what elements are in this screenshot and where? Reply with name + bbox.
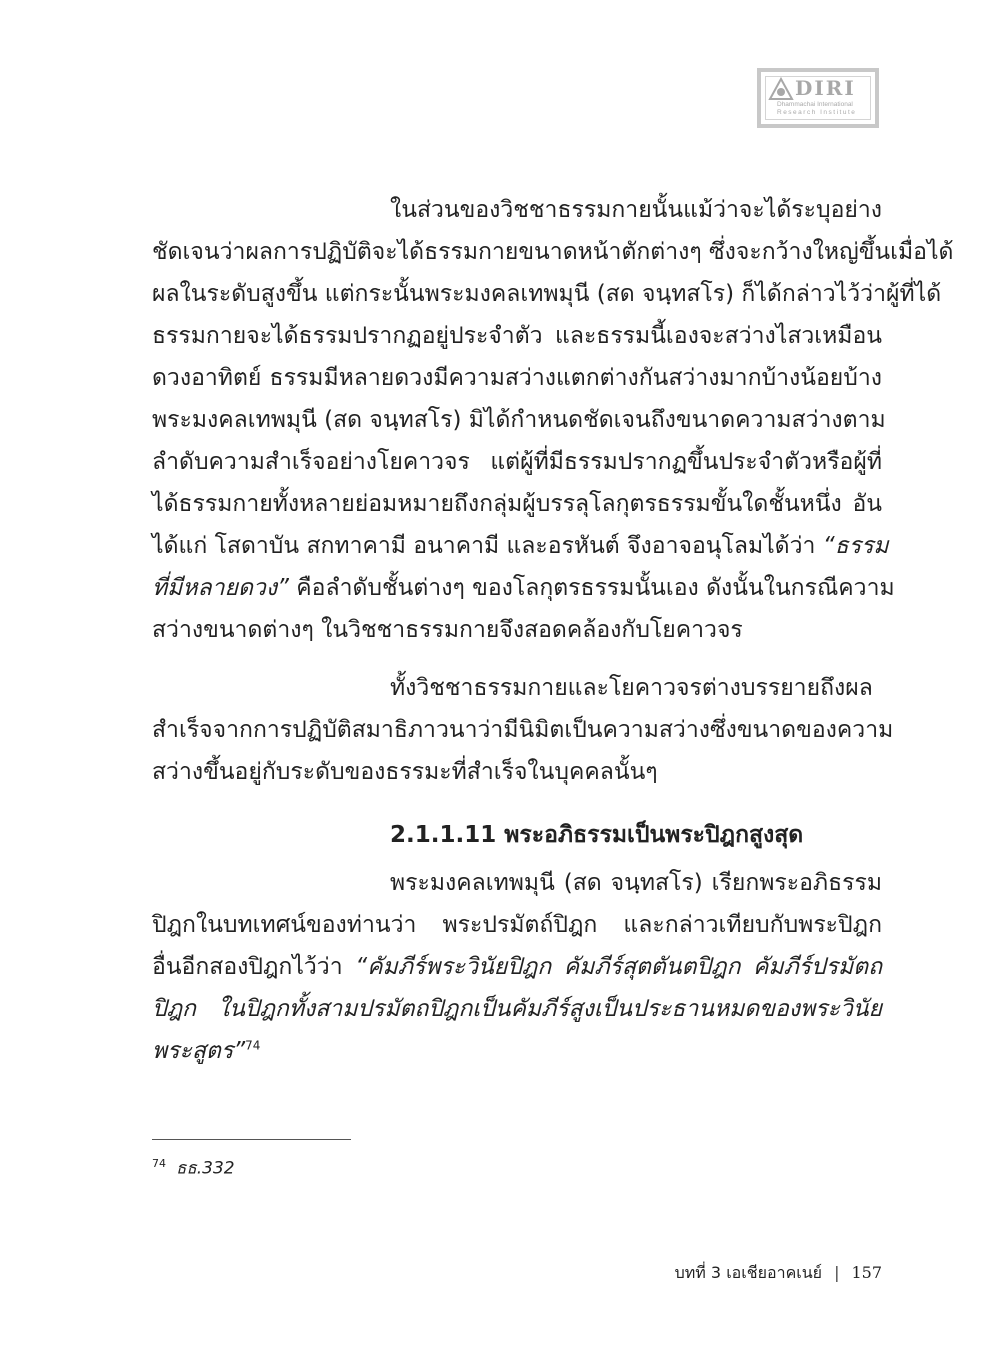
paragraph-line: ผลในระดับสูงขึ้น แต่กระนั้นพระมงคลเทพมุนี (สด จนฺทสโร) ก็ได้กล่าวไว้ว่าผู้ที่ได้	[152, 281, 942, 307]
paragraph-line	[152, 525, 889, 567]
footnote	[152, 1151, 235, 1182]
diri-logo	[757, 68, 879, 128]
paragraph-text: ได้แก่ โสดาบัน สกทาคามี อนาคามี และอรหันต์ จึงอาจอนุโลมได้ว่า	[152, 533, 823, 559]
footnote-text: ธธ.332	[176, 1158, 235, 1179]
paragraph-line	[152, 567, 895, 609]
paragraph-line: ปิฎกในบทเทศน์ของท่านว่า พระปรมัตถ์ปิฎก และกล่าวเทียบกับพระปิฎก	[152, 912, 882, 938]
paragraph-line: พระมงคลเทพมุนี (สด จนฺทสโร) มิได้กำหนดชัดเจนถึงขนาดความสว่างตาม	[152, 407, 886, 433]
page-footer	[675, 1261, 882, 1285]
chapter-title: บทที่ 3 เอเชียอาคเนย์	[674, 1263, 823, 1282]
logo-subtitle-1: Dhammachai International	[777, 101, 853, 108]
section-heading: 2.1.1.11 พระอภิธรรมเป็นพระปิฎกสูงสุด	[390, 822, 804, 848]
paragraph-line: สำเร็จจากการปฏิบัติสมาธิภาวนาว่ามีนิมิตเป็นความสว่างซึ่งขนาดของความ	[152, 717, 894, 743]
footnote-number: 74	[152, 1157, 166, 1170]
paragraph-line: ชัดเจนว่าผลการปฏิบัติจะได้ธรรมกายขนาดหน้าตักต่างๆ ซึ่งจะกว้างใหญ่ขึ้นเมื่อได้	[152, 239, 954, 265]
paragraph-text: อื่นอีกสองปิฎกไว้ว่า	[152, 954, 356, 980]
paragraph-line: พระมงคลเทพมุนี (สด จนฺทสโร) เรียกพระอภิธรรม	[390, 870, 882, 896]
dhammachai-emblem-icon	[769, 78, 793, 100]
paragraph-line	[152, 946, 882, 988]
quote-text: “ธรรม	[822, 533, 889, 559]
quote-text: ที่มีหลายดวง”	[152, 575, 289, 601]
paragraph-line: ปิฎก ในปิฎกทั้งสามปรมัตถปิฎกเป็นคัมภีร์สูงเป็นประธานหมดของพระวินัย	[152, 996, 882, 1022]
paragraph-line: ได้ธรรมกายทั้งหลายย่อมหมายถึงกลุ่มผู้บรรลุโลกุตรธรรมขั้นใดชั้นหนึ่ง อัน	[152, 491, 882, 517]
paragraph-text: คือลำดับชั้นต่างๆ ของโลกุตรธรรมนั้นเอง ดังนั้นในกรณีความ	[288, 575, 895, 601]
paragraph-line: ทั้งวิชชาธรรมกายและโยคาวจรต่างบรรยายถึงผล	[390, 675, 873, 701]
footnote-divider	[152, 1139, 351, 1140]
paragraph-line: ในส่วนของวิชชาธรรมกายนั้นแม้ว่าจะได้ระบุอย่าง	[390, 197, 883, 223]
quote-text: “คัมภีร์พระวินัยปิฎก คัมภีร์สุตตันตปิฎก คัมภีร์ปรมัตถ	[355, 954, 883, 980]
logo-subtitle-2: Research Institute	[777, 109, 857, 116]
paragraph-line: สว่างขนาดต่างๆ ในวิชชาธรรมกายจึงสอดคล้องกับโยคาวจร	[152, 617, 743, 643]
paragraph-line: สว่างขึ้นอยู่กับระดับของธรรมะที่สำเร็จในบุคคลนั้นๆ	[152, 759, 658, 785]
footnote-reference[interactable]: 74	[245, 1038, 261, 1053]
logo-name: DIRI	[795, 76, 856, 100]
paragraph-line: ธรรมกายจะได้ธรรมปรากฏอยู่ประจำตัว และธรรมนี้เองจะสว่างไสวเหมือน	[152, 323, 882, 349]
footer-separator: |	[834, 1263, 840, 1282]
paragraph-line	[152, 1030, 882, 1072]
paragraph-line: ลำดับความสำเร็จอย่างโยคาวจร แต่ผู้ที่มีธรรมปรากฏขึ้นประจำตัวหรือผู้ที่	[152, 449, 882, 475]
page-number: 157	[851, 1263, 882, 1282]
paragraph-line: ดวงอาทิตย์ ธรรมมีหลายดวงมีความสว่างแตกต่างกันสว่างมากบ้างน้อยบ้าง	[152, 365, 882, 391]
quote-text: พระสูตร”	[152, 1038, 246, 1064]
